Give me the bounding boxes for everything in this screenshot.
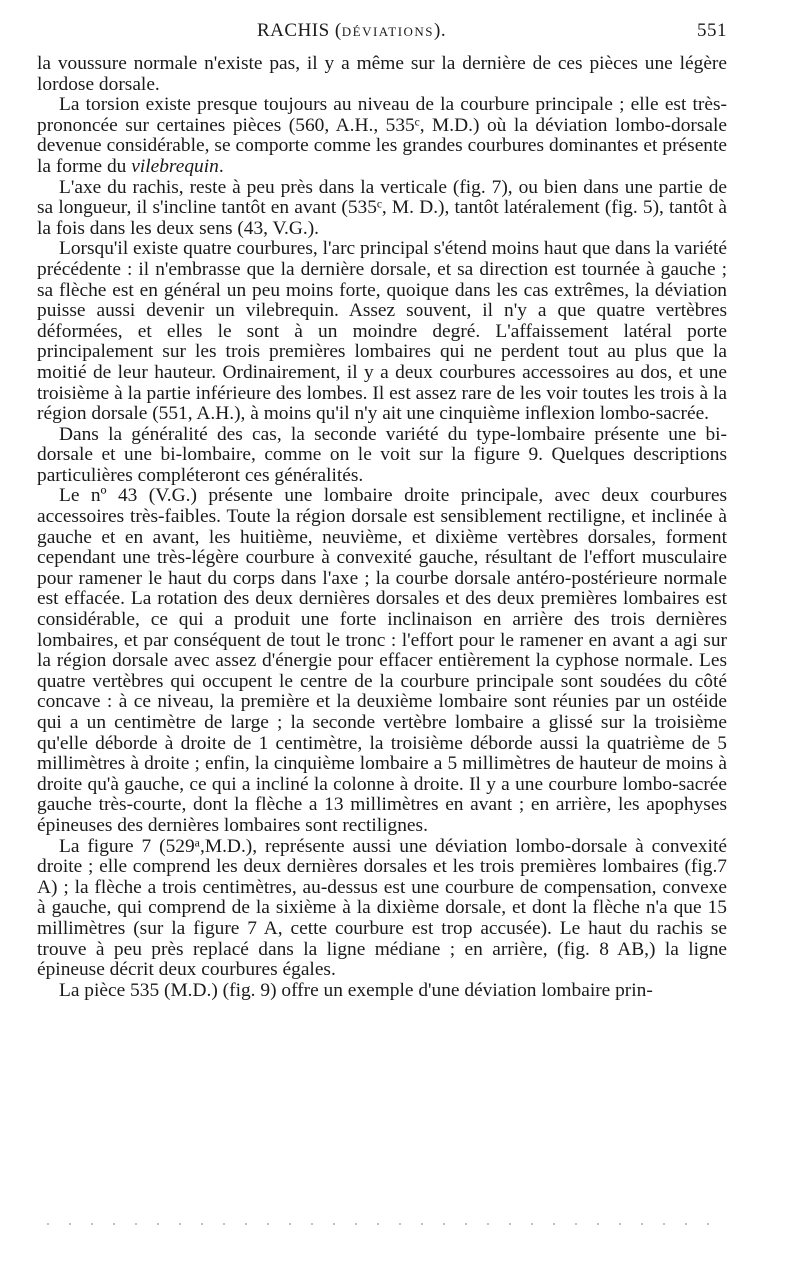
paragraph-6 (37, 486, 727, 836)
running-title-end: ). (434, 20, 447, 41)
paragraph-4-text: Lorsqu'il existe quatre courbures, l'arc principal s'étend moins haut que dans la variété précédente : il n'embrasse que la dernière dorsale, et sa direction est tournée à gauche ; sa flèche est en général un peu moins forte, quoique dans les cas extrêmes, la déviation puisse aussi devenir un vilebrequin. Assez souvent, il n'y a que quatre vertèbres déformées, et elles le sont à un moindre degré. L'affaissement latéral porte principalement sur les trois premières lombaires qui ne perdent tout au plus que la moitié de leur hauteur. Ordinairement, il y a deux courbures accessoires au dos, et une troisième à la partie inférieure des lombes. Il est assez rare de les voir toutes les trois à la région dorsale (551, A.H.), à moins qu'il n'y ait une cinquième inflexion lombo-sacrée. (37, 238, 727, 425)
paragraph-8-text: La pièce 535 (M.D.) (fig. 9) offre un exemple d'une déviation lombaire prin- (59, 979, 653, 1001)
paragraph-3 (37, 178, 727, 240)
paragraph-8 (37, 981, 727, 1002)
paragraph-6-text: Le nº 43 (V.G.) présente une lombaire droite principale, avec deux courbures accessoires très-faibles. Toute la région dorsale est sensiblement rectiligne, et inclinée à gauche et en avant, les huitième, neuvième, et dixième vertèbres dorsales, forment cependant une très-légère courbure à convexité gauche, résultant de l'effort musculaire pour ramener le haut du corps dans l'axe ; la courbe dorsale antéro-postérieure normale est effacée. La rotation des deux dernières dorsales et des deux premières lombaires est considérable, ce qui a produit une forte inclinaison en arrière des trois dernières lombaires, et par conséquent de tout le tronc : l'effort pour le ramener en avant a agi sur la région dorsale avec assez d'énergie pour effacer entièrement la cyphose normale. Les quatre vertèbres qui occupent le centre de la courbure principale sont soudées du côté concave : à ce niveau, la première et la deuxième lombaire sont réunies par un ostéide qui a un centimètre de large ; la seconde vertèbre lombaire a glissé sur la troisième qu'elle déborde à droite de 1 centimètre, la troisième déborde aussi la quatrième de 5 millimètres à droite ; enfin, la cinquième lombaire a 5 millimètres de hauteur de moins à droite qu'à gauche, ce qui a incliné la colonne à droite. Il y a une courbure lombo-sacrée gauche très-courte, dont la flèche a 13 millimètres en avant ; en arrière, les apophyses épineuses des dernières lombaires sont rectilignes. (37, 485, 727, 836)
paragraph-2-text-after: . (218, 155, 224, 177)
document-page (37, 0, 763, 1263)
running-title (257, 20, 446, 42)
running-title-smallcaps: DÉVIATIONS (341, 24, 435, 39)
paragraph-5-text: Dans la généralité des cas, la seconde variété du type-lombaire présente une bi-dorsale et une bi-lombaire, comme on le voit sur la figure 9. Quelques descriptions particulières compléteront ces généralités. (37, 423, 727, 486)
paragraph-1 (37, 54, 727, 95)
paragraph-3-text: L'axe du rachis, reste à peu près dans la verticale (fig. 7), ou bien dans une partie de sa longueur, il s'incline tantôt en avant (535ᶜ, M. D.), tantôt latéralement (fig. 5), tantôt à la fois dans les deux sens (43, V.G.). (37, 176, 727, 239)
paragraph-2-text: La torsion existe presque toujours au niveau de la courbure principale ; elle est très-prononcée sur certaines pièces (560, A.H., 535ᶜ, M.D.) où la déviation lombo-dorsale devenue considérable, se comporte comme les grandes courbures dominantes et présente la forme du (37, 94, 727, 177)
paragraph-5 (37, 425, 727, 487)
running-header (37, 20, 727, 50)
paragraph-7 (37, 837, 727, 981)
paragraph-2 (37, 95, 727, 177)
page-number: 551 (697, 20, 727, 41)
body-text (37, 54, 727, 1001)
paragraph-2-italic: vilebrequin (131, 155, 219, 177)
footer-print-marks (37, 1222, 727, 1226)
paragraph-1-text: la voussure normale n'existe pas, il y a même sur la dernière de ces pièces une légère lordose dorsale. (37, 53, 727, 95)
running-title-main: RACHIS ( (257, 20, 342, 41)
paragraph-4 (37, 239, 727, 424)
paragraph-7-text: La figure 7 (529ᵃ,M.D.), représente aussi une déviation lombo-dorsale à convexité droite ; elle comprend les deux dernières dorsales et les trois premières lombaires (fig.7 A) ; la flèche a trois centimètres, au-dessus est une courbure de compensation, convexe à gauche, qui comprend de la sixième à la dixième dorsale, et dont la flèche n'a que 15 millimètres (sur la figure 7 A, cette courbure est trop accusée). Le haut du rachis se trouve à peu près replacé dans la ligne médiane ; en arrière, (fig. 8 AB,) la ligne épineuse décrit deux courbures égales. (37, 835, 727, 981)
